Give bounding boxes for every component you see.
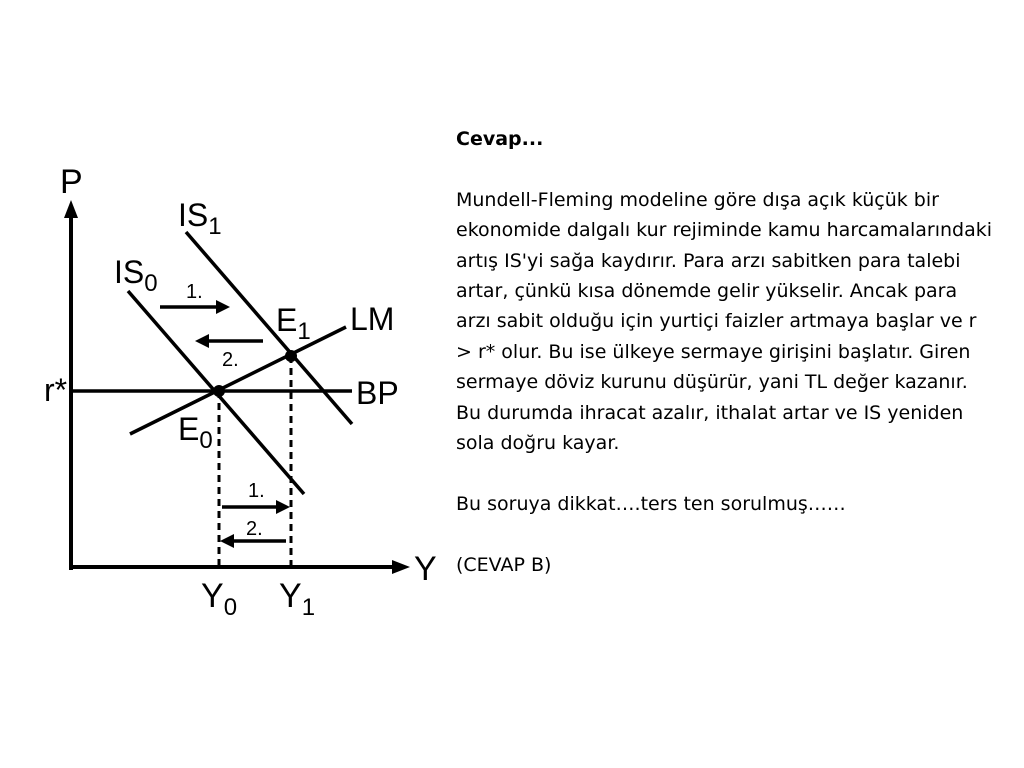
explanation-paragraph: Mundell-Fleming modeline göre dışa açık küçük bir ekonomide dalgalı kur rejiminde kamu harcamalarındaki artış IS'yi sağa kaydırır. Para arzı sabitken para talebi artar, çünkü kısa dönemde gelir yükselir. Ancak para arzı sabit olduğu için yurtiçi faizler artmaya başlar ve r > r* olur. Bu ise ülkeye sermaye girişini başlatır. Giren sermaye döviz kurunu düşürür, yani TL değer kazanır. Bu durumda ihracat azalır, ithalat artar ve IS yeniden sola doğru kayar.	[456, 188, 992, 455]
y0-tick-label: $Y_0$	[201, 577, 238, 621]
upper-step-1-label: 1.	[186, 281, 203, 303]
note-text: Bu soruya dikkat….ters ten sorulmuş……	[456, 492, 846, 515]
is-lm-bp-diagram	[0, 0, 440, 640]
is0-label: $IS_0$	[114, 254, 158, 297]
answer-text-panel	[456, 124, 996, 580]
spacer	[456, 154, 996, 184]
spacer	[456, 519, 996, 549]
y-axis-arrowhead	[64, 200, 78, 218]
lower-shift-left-arrowhead	[220, 534, 234, 548]
upper-step-2-label: 2.	[222, 349, 239, 371]
e1-label: $E_1$	[276, 302, 311, 345]
r-star-label: r*	[44, 372, 68, 408]
answer-heading: Cevap...	[456, 128, 544, 150]
lower-step-1-label: 1.	[248, 480, 265, 502]
answer-choice: (CEVAP B)	[456, 553, 552, 576]
lm-label: LM	[350, 301, 395, 337]
upper-shift-right-arrowhead	[216, 300, 230, 314]
e0-label: $E_0$	[178, 411, 213, 454]
x-axis-label: Y	[414, 550, 437, 588]
y-axis-label: P	[60, 163, 83, 201]
spacer	[456, 458, 996, 488]
is1-label: $IS_1$	[178, 197, 222, 240]
upper-shift-left-arrowhead	[195, 334, 209, 348]
lower-step-2-label: 2.	[246, 518, 263, 540]
bp-label: BP	[356, 375, 399, 411]
y1-tick-label: $Y_1$	[279, 577, 316, 621]
x-axis-arrowhead	[392, 560, 410, 574]
lower-shift-right-arrowhead	[276, 500, 290, 514]
